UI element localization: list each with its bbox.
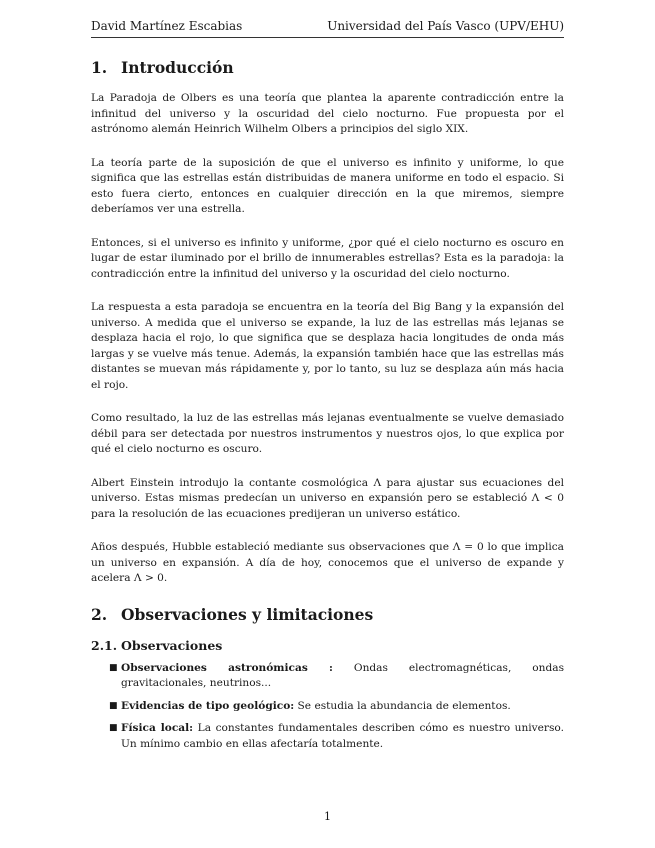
section-title: Introducción <box>121 58 234 77</box>
paragraph: La Paradoja de Olbers es una teoría que plantea la aparente contradicción entre la infinitud del universo y la oscuridad del cielo nocturno. Fue propuesta por el astrónomo alemán Heinrich Wilhelm Olbers a principios del siglo XIX. <box>91 92 564 135</box>
header-rule <box>91 37 564 38</box>
item-term: Observaciones astronómicas : <box>121 661 333 674</box>
list-item <box>109 661 565 692</box>
page-number: 1 <box>324 810 331 823</box>
bullet-icon: ■ <box>109 700 118 711</box>
section-title: Observaciones y limitaciones <box>121 604 374 624</box>
page-content <box>91 58 564 759</box>
observations-list <box>91 661 564 753</box>
header-institution: Universidad del País Vasco (UPV/EHU) <box>327 19 564 33</box>
subsection-number: 2.1. <box>91 637 118 653</box>
subsection-heading <box>91 638 564 654</box>
item-term: Evidencias de tipo geológico: <box>121 699 295 712</box>
paragraph: Años después, Hubble estableció mediante sus observaciones que Λ = 0 lo que implica un universo en expansión. A día de hoy, conocemos que el universo de expande y acelera Λ > 0. <box>91 541 564 584</box>
paragraph: Albert Einstein introdujo la contante cosmológica Λ para ajustar sus ecuaciones del universo. Estas mismas predecían un universo en expansión pero se estableció Λ < 0 para la resolución de las ecuaciones predijeran un universo estático. <box>91 476 564 520</box>
list-item <box>109 699 564 715</box>
paragraph: La respuesta a esta paradoja se encuentra en la teoría del Big Bang y la expansión del universo. A medida que el universo se expande, la luz de las estrellas más lejanas se desplaza hacia el rojo, lo que significa que se desplaza hacia longitudes de onda más largas y se vuelve más tenue. Además, la expansión también hace que las estrellas más distantes se muevan más rápidamente y, por lo tanto, su luz se desplaza aún más hacia el rojo. <box>91 301 564 391</box>
running-header <box>91 19 564 34</box>
section-heading-observaciones <box>91 605 564 625</box>
item-term: Física local: <box>121 722 194 734</box>
item-text: Ondas electromagnéticas, ondas gravitacionales, neutrinos... <box>121 661 565 689</box>
paragraph: Entonces, si el universo es infinito y uniforme, ¿por qué el cielo nocturno es oscuro en lugar de estar iluminado por el brillo de innumerables estrellas? Esta es la paradoja: la contradicción entre la infinitud del universo y la oscuridad del cielo nocturno. <box>91 236 564 280</box>
bullet-icon: ■ <box>109 662 118 673</box>
item-text: Se estudia la abundancia de elementos. <box>294 699 511 712</box>
header-author: David Martínez Escabias <box>91 19 243 33</box>
subsection-title: Observaciones <box>121 637 223 653</box>
section-number: 1. <box>91 58 108 77</box>
paragraph: La teoría parte de la suposición de que el universo es infinito y uniforme, lo que significa que las estrellas están distribuidas de manera uniforme en todo el espacio. Si esto fuera cierto, entonces en cualquier dirección en la que miremos, siempre deberíamos ver una estrella. <box>91 156 564 215</box>
list-item <box>109 721 564 752</box>
bullet-icon: ■ <box>109 723 118 733</box>
section-heading-introduccion <box>91 58 564 78</box>
item-text: La constantes fundamentales describen cómo es nuestro universo. Un mínimo cambio en ellas afectaría totalmente. <box>121 722 564 750</box>
section-number: 2. <box>91 604 108 624</box>
paragraph: Como resultado, la luz de las estrellas más lejanas eventualmente se vuelve demasiado débil para ser detectada por nuestros instrumentos y nuestros ojos, lo que explica por qué el cielo nocturno es oscuro. <box>91 412 564 455</box>
